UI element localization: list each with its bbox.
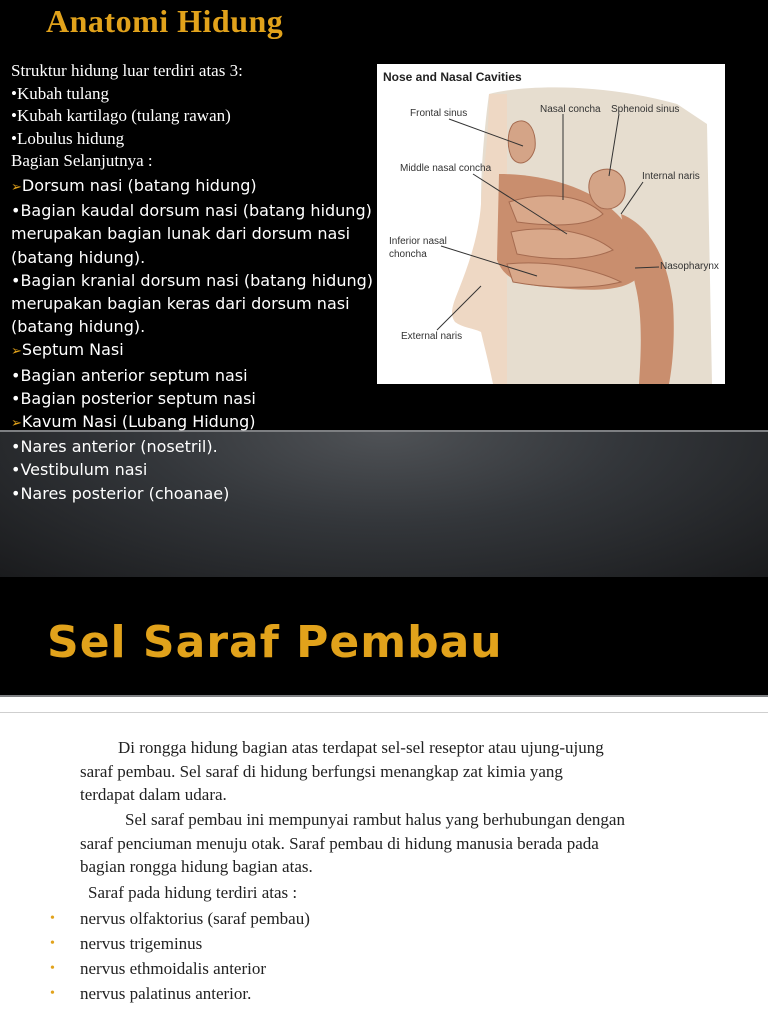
list-item: •Nares posterior (choanae) — [11, 483, 230, 503]
list-item: •Bagian anterior septum nasi — [11, 365, 248, 385]
nasal-cavity-diagram — [377, 64, 725, 384]
list-item: •Kubah kartilago (tulang rawan) — [11, 106, 231, 125]
next-label: Bagian Selanjutnya : — [11, 151, 153, 170]
slide-title: Sel Saraf Pembau — [47, 617, 503, 668]
bullet-mark: • — [50, 961, 55, 976]
list-item: •Nares anterior (nosetril). — [11, 437, 218, 457]
label-internal-naris: Internal naris — [642, 171, 700, 182]
list-item: •Kubah tulang — [11, 83, 110, 103]
intro-text: Struktur hidung luar terdiri atas 3: — [11, 61, 243, 80]
slide-text-content — [0, 712, 768, 1024]
list-item: ➢Septum Nasi — [11, 340, 124, 360]
list-item: • nervus ethmoidalis anterior — [50, 956, 310, 981]
bullet-mark: • — [11, 83, 17, 103]
label-middle-nasal-concha: Middle nasal concha — [400, 163, 492, 174]
paragraph-2: Sel saraf pembau ini mempunyai rambut halus yang berhubungan dengan saraf penciuman menuju otak. Saraf pembau di hidung manusia berada pada bagian rongga hidung bagian atas. — [80, 810, 625, 877]
arrow-icon: ➢ — [11, 344, 22, 360]
bullet-mark: • — [50, 911, 55, 926]
bullet-mark: • — [11, 365, 21, 385]
bullet-mark: • — [11, 388, 21, 408]
label-inferior-choncha: choncha — [389, 249, 427, 260]
slide-top-border — [0, 712, 768, 713]
label-nasal-concha: Nasal concha — [540, 104, 601, 115]
nerve-list — [50, 906, 310, 1006]
paragraph-3: Saraf pada hidung terdiri atas : — [88, 883, 298, 902]
paragraph-1: Di rongga hidung bagian atas terdapat sel-sel reseptor atau ujung-ujung saraf pembau. Sel saraf di hidung berfungsi menangkap zat kimia yang terdapat dalam udara. — [80, 738, 604, 805]
list-item: ➢Kavum Nasi (Lubang Hidung) — [11, 412, 256, 432]
slide-divider — [0, 695, 768, 697]
slide-title: Anatomi Hidung — [46, 3, 284, 39]
list-item: •Bagian kranial dorsum nasi (batang hidung) — [11, 270, 373, 290]
arrow-icon: ➢ — [11, 180, 22, 195]
list-item: • nervus trigeminus — [50, 931, 310, 956]
slide-sel-saraf-pembau — [0, 577, 768, 697]
bullet-mark: • — [50, 936, 55, 951]
label-external-naris: External naris — [401, 331, 463, 342]
bullet-mark: • — [11, 460, 21, 480]
list-item: •Bagian posterior septum nasi — [11, 388, 256, 408]
list-item-desc: merupakan bagian keras dari dorsum nasi (batang hidung). — [11, 294, 350, 337]
detail-list — [11, 174, 383, 505]
label-inferior-nasal: Inferior nasal — [389, 236, 447, 247]
outer-structure-list — [11, 60, 243, 173]
label-nasopharynx: Nasopharynx — [660, 261, 719, 272]
list-item: • nervus palatinus anterior. — [50, 981, 310, 1006]
bullet-mark: • — [50, 986, 55, 1001]
bullet-mark: • — [11, 483, 21, 503]
bullet-mark: • — [11, 270, 21, 290]
label-sphenoid-sinus: Sphenoid sinus — [611, 104, 680, 115]
list-item: • nervus olfaktorius (saraf pembau) — [50, 906, 310, 931]
arrow-icon: ➢ — [11, 416, 22, 432]
list-item: •Vestibulum nasi — [11, 460, 148, 480]
bullet-mark: • — [11, 106, 17, 125]
list-item: ➢Dorsum nasi (batang hidung) — [11, 176, 257, 195]
list-item: •Lobulus hidung — [11, 128, 125, 148]
diagram-title: Nose and Nasal Cavities — [383, 70, 522, 84]
bullet-mark: • — [11, 128, 17, 148]
label-frontal-sinus: Frontal sinus — [410, 108, 468, 119]
list-item-desc: merupakan bagian lunak dari dorsum nasi (batang hidung). — [11, 224, 351, 267]
bullet-mark: • — [11, 201, 21, 221]
bullet-mark: • — [11, 437, 21, 457]
list-item: •Bagian kaudal dorsum nasi (batang hidung) — [11, 201, 372, 221]
